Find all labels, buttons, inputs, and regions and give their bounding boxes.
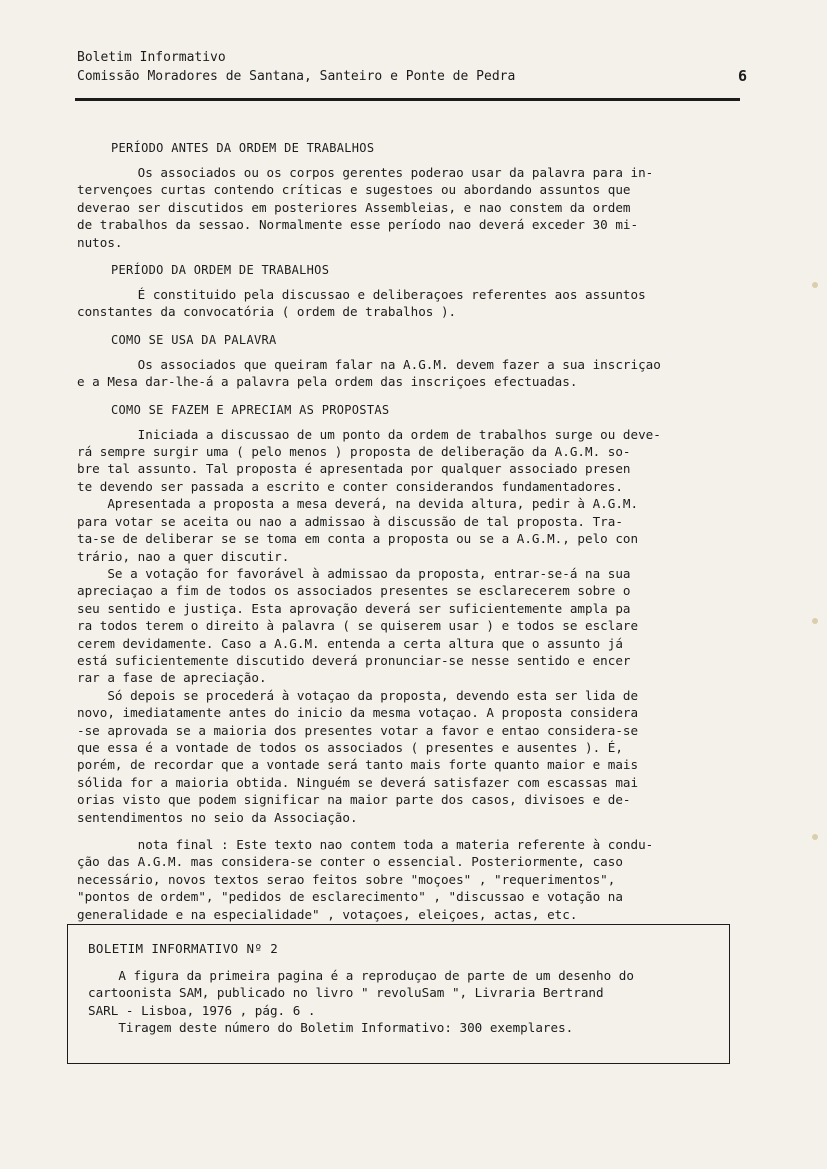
box-text	[88, 967, 634, 1037]
text-line: tervençoes curtas contendo críticas e sugestoes ou abordando assuntos que	[77, 182, 631, 198]
box-title: BOLETIM INFORMATIVO Nº 2	[88, 941, 279, 956]
text-line: novo, imediatamente antes do inicio da mesma votaçao. A proposta considera	[77, 705, 639, 721]
section-proposals	[77, 401, 742, 826]
text-line: orias visto que podem significar na maior parte dos casos, divisoes e de-	[77, 792, 631, 808]
text-line: para votar se aceita ou nao a admissao à discussão de tal proposta. Tra-	[77, 513, 623, 529]
text-line: SARL - Lisboa, 1976 , pág. 6 .	[88, 1002, 316, 1018]
paper-stain	[812, 834, 818, 840]
text-line: A figura da primeira pagina é a reproduçao de parte de um desenho do	[88, 968, 634, 983]
page-header	[77, 48, 747, 86]
final-note	[77, 836, 742, 923]
text-line: está suficientemente discutido deverá pronunciar-se nesse sentido e encer	[77, 652, 631, 668]
text-line: -se aprovada se a maioria dos presentes votar a favor e entao considera-se	[77, 722, 639, 738]
text-line: Os associados ou os corpos gerentes poderao usar da palavra para in-	[77, 165, 654, 180]
bulletin-info-box	[67, 924, 730, 1064]
text-line: necessário, novos textos serao feitos sobre "moçoes" , "requerimentos",	[77, 871, 616, 887]
text-line: seu sentido e justiça. Esta aprovação deverá ser suficientemente ampla pa	[77, 600, 631, 616]
text-line: ta-se de deliberar se se toma em conta a proposta ou se a A.G.M., pelo con	[77, 531, 639, 547]
text-line: rar a fase de apreciação.	[77, 670, 267, 686]
text-line: rá sempre surgir uma ( pelo menos ) proposta de deliberação da A.G.M. so-	[77, 444, 631, 460]
text-line: que essa é a vontade de todos os associados ( presentes e ausentes ). É,	[77, 739, 623, 755]
text-line: cartoonista SAM, publicado no livro " revoluSam ", Livraria Bertrand	[88, 985, 604, 1001]
commission-name: Comissão Moradores de Santana, Santeiro e Ponte de Pedra	[77, 69, 516, 84]
text-line: Iniciada a discussao de um ponto da ordem de trabalhos surge ou deve-	[77, 426, 661, 442]
text-line: trário, nao a quer discutir.	[77, 548, 290, 564]
section-heading: COMO SE USA DA PALAVRA	[111, 332, 277, 347]
paper-stain	[812, 618, 818, 624]
bulletin-title: Boletim Informativo	[77, 50, 226, 65]
section-heading: PERÍODO DA ORDEM DE TRABALHOS	[111, 263, 330, 278]
text-line: e a Mesa dar-lhe-á a palavra pela ordem das inscriçoes efectuadas.	[77, 374, 578, 390]
text-line: sentendimentos no seio da Associação.	[77, 809, 358, 825]
text-line: Só depois se procederá à votaçao da proposta, devendo esta ser lida de	[77, 687, 639, 703]
text-line: generalidade e na especialidade" , votaçoes, eleiçoes, actas, etc.	[77, 906, 578, 922]
text-line: É constituido pela discussao e deliberaçoes referentes aos assuntos	[77, 287, 646, 303]
text-line: Se a votação for favorável à admissao da proposta, entrar-se-á na sua	[77, 565, 631, 581]
text-line: "pontos de ordem", "pedidos de esclarecimento" , "discussao e votação na	[77, 889, 623, 905]
text-line: te devendo ser passada a escrito e conter considerandos fundamentadores.	[77, 478, 623, 494]
section-heading: PERÍODO ANTES DA ORDEM DE TRABALHOS	[111, 141, 375, 155]
page-number: 6	[737, 67, 747, 85]
text-line: bre tal assunto. Tal proposta é apresentada por qualquer associado presen	[77, 461, 631, 477]
text-line: nota final : Este texto nao contem toda a materia referente à condu-	[77, 837, 654, 852]
text-line: apreciaçao a fim de todos os associados presentes se esclarecerem sobre o	[77, 583, 631, 599]
text-line: nutos.	[77, 234, 123, 250]
section-agenda	[77, 261, 742, 321]
text-line: constantes da convocatória ( ordem de trabalhos ).	[77, 304, 457, 320]
text-line: Os associados que queiram falar na A.G.M. devem fazer a sua inscriçao	[77, 356, 661, 372]
text-line: Tiragem deste número do Boletim Informativo: 300 exemplares.	[88, 1020, 574, 1036]
text-line: porém, de recordar que a vontade será tanto mais forte quanto maior e mais	[77, 757, 639, 773]
text-line: ção das A.G.M. mas considera-se conter o essencial. Posteriormente, caso	[77, 854, 623, 870]
text-line: ra todos terem o direito à palavra ( se quiserem usar ) e todos se esclare	[77, 618, 639, 634]
text-line: Apresentada a proposta a mesa deverá, na devida altura, pedir à A.G.M.	[77, 496, 639, 512]
text-line: de trabalhos da sessao. Normalmente esse período nao deverá exceder 30 mi-	[77, 217, 639, 233]
paper-stain	[812, 282, 818, 288]
text-line: cerem devidamente. Caso a A.G.M. entenda a certa altura que o assunto já	[77, 635, 623, 651]
text-line: deverao ser discutidos em posteriores Assembleias, e nao constem da ordem	[77, 199, 631, 215]
section-heading: COMO SE FAZEM E APRECIAM AS PROPOSTAS	[111, 402, 390, 417]
main-text	[77, 139, 742, 923]
text-line: sólida for a maioria obtida. Ninguém se deverá satisfazer com escassas mai	[77, 774, 639, 790]
section-speaking	[77, 331, 742, 391]
section-before-agenda	[77, 139, 742, 251]
header-divider	[75, 98, 740, 101]
